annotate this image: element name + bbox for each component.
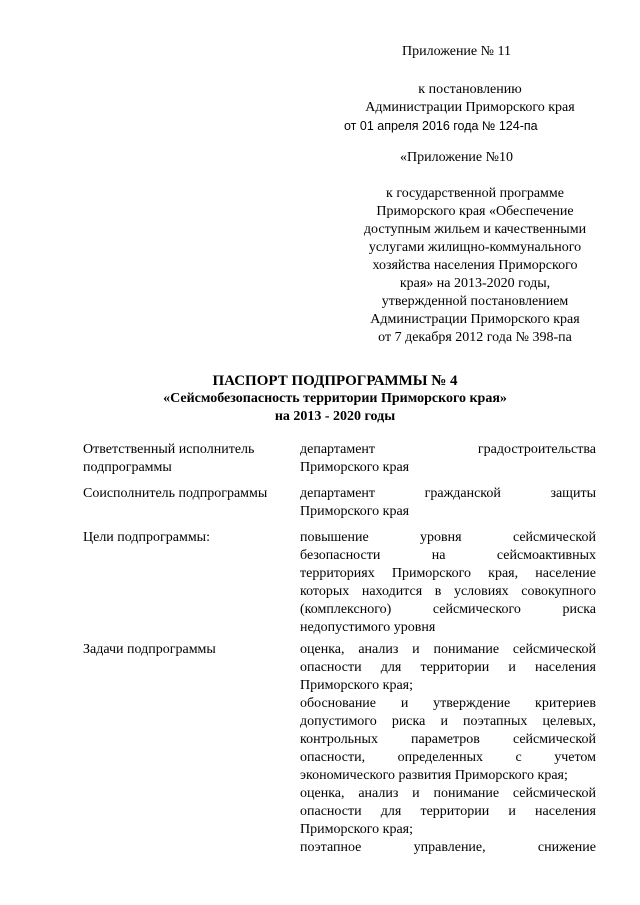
row-value-line: [300, 601, 596, 619]
row-value-line: [300, 695, 596, 713]
row-label-line: Ответственный исполнитель: [83, 442, 255, 457]
row-value-line: [300, 503, 596, 521]
row-value-line: [300, 713, 596, 731]
row-value: [300, 485, 596, 521]
row-value-word: недопустимого уровня: [300, 620, 436, 635]
row-value-word: поэтапное: [300, 840, 362, 855]
row-value-word: утверждение: [433, 696, 511, 711]
program-line: края» на 2013-2020 годы,: [399, 276, 551, 291]
row-value: [300, 441, 596, 477]
row-value: [300, 641, 596, 857]
row-value-word: и: [508, 804, 516, 819]
row-value-word: обоснование: [300, 696, 377, 711]
row-value-word: целевых,: [542, 714, 596, 729]
row-value-word: и: [440, 714, 448, 729]
row-value-line: [300, 641, 596, 659]
row-value-line: [300, 785, 596, 803]
passport-title: [60, 372, 610, 426]
row-value-word: сейсмоактивных: [496, 548, 596, 563]
row-value-word: риска: [391, 714, 426, 729]
row-value-word: защиты: [550, 486, 596, 501]
row-value-word: анализ: [358, 786, 399, 801]
row-value-word: опасности: [300, 804, 362, 819]
row-value-word: и: [412, 642, 420, 657]
row-value-word: для: [380, 660, 402, 675]
passport-table: [0, 441, 640, 905]
program-line: хозяйства населения Приморского: [372, 258, 578, 273]
row-value-word: совокупного: [521, 584, 596, 599]
row-value-word: территории: [420, 660, 490, 675]
row-value-word: поэтапных: [463, 714, 528, 729]
row-value-word: допустимого: [300, 714, 377, 729]
quote-appendix: «Приложение №10: [400, 150, 513, 165]
row-value-word: с: [515, 750, 522, 765]
row-value-line: [300, 839, 596, 857]
row-value-word: Приморского края: [300, 460, 410, 475]
row-value-word: сейсмического: [432, 602, 521, 617]
row-label-line: подпрограммы: [83, 460, 172, 475]
row-value-line: [300, 731, 596, 749]
decree-reference: [340, 81, 600, 135]
row-value-word: опасности,: [300, 750, 366, 765]
row-value-word: населения: [535, 804, 596, 819]
program-line: доступным жильем и качественными: [363, 222, 587, 237]
row-label-line: Задачи подпрограммы: [83, 642, 216, 657]
to-decree: к постановлению: [418, 82, 522, 97]
row-value-word: в: [434, 584, 442, 599]
row-value-word: понимание: [433, 642, 500, 657]
row-value-word: сейсмической: [512, 642, 596, 657]
row-value-word: снижение: [537, 840, 596, 855]
row-value-line: [300, 619, 596, 637]
row-value-line: [300, 749, 596, 767]
row-value-word: оценка,: [300, 642, 345, 657]
row-label-line: Цели подпрограммы:: [83, 530, 210, 545]
row-value-word: территориях: [300, 566, 375, 581]
row-value-word: и: [400, 696, 409, 711]
row-value-line: [300, 767, 596, 785]
row-value-word: территории: [420, 804, 490, 819]
row-value-word: сейсмической: [512, 786, 596, 801]
row-value-line: [300, 459, 596, 477]
row-value-word: Приморского края: [300, 504, 410, 519]
row-value-word: контрольных: [300, 732, 378, 747]
row-value-word: сейсмической: [512, 530, 596, 545]
row-value-word: риска: [562, 602, 596, 617]
row-value-word: (комплексного): [300, 602, 392, 617]
row-value-word: анализ: [358, 642, 399, 657]
row-value-word: для: [380, 804, 402, 819]
row-value-word: градостроительства: [477, 442, 596, 457]
row-value-word: уровня: [420, 530, 462, 545]
row-value-word: повышение: [300, 530, 369, 545]
row-value: [300, 529, 596, 637]
administration: Администрации Приморского края: [365, 100, 575, 115]
row-value-word: сейсмической: [512, 732, 596, 747]
title-line-1: ПАСПОРТ ПОДПРОГРАММЫ № 4: [212, 373, 458, 389]
row-value-word: определенных: [397, 750, 484, 765]
row-value-line: [300, 583, 596, 601]
row-value-word: понимание: [433, 786, 500, 801]
row-value-line: [300, 821, 596, 839]
row-value-word: департамент: [300, 486, 376, 501]
title-line-3: на 2013 - 2020 годы: [274, 409, 396, 424]
row-value-word: критериев: [535, 696, 596, 711]
quote-appendix-block: [400, 149, 600, 167]
row-value-word: и: [412, 786, 420, 801]
row-value-word: департамент: [300, 442, 376, 457]
row-label: [83, 529, 283, 547]
row-value-line: [300, 659, 596, 677]
row-label: [83, 485, 283, 503]
row-value-line: [300, 547, 596, 565]
program-reference: [340, 185, 610, 347]
program-line: к государственной программе: [386, 186, 564, 201]
row-value-word: оценка,: [300, 786, 345, 801]
row-value-word: экономического развития Приморского края;: [300, 768, 568, 783]
row-value-word: и: [508, 660, 516, 675]
appendix-number: Приложение № 11: [402, 44, 511, 59]
row-value-word: на: [431, 548, 446, 563]
row-label: [83, 641, 283, 659]
decree-date: от 01 апреля 2016 года № 124-па: [344, 119, 538, 133]
row-value-word: Приморского края;: [300, 822, 414, 837]
row-value-line: [300, 803, 596, 821]
row-value-word: условиях: [453, 584, 509, 599]
row-value-word: управление,: [413, 840, 486, 855]
title-line-2: «Сейсмобезопасность территории Приморского края»: [163, 391, 507, 406]
row-value-word: население: [535, 566, 596, 581]
row-value-line: [300, 677, 596, 695]
program-line: утвержденной постановлением: [381, 294, 569, 309]
row-value-word: населения: [535, 660, 596, 675]
row-value-word: безопасности: [300, 548, 381, 563]
program-line: услугами жилищно-коммунального: [368, 240, 582, 255]
row-value-word: учетом: [554, 750, 596, 765]
row-value-line: [300, 529, 596, 547]
row-value-word: параметров: [411, 732, 480, 747]
row-value-line: [300, 565, 596, 583]
row-value-line: [300, 441, 596, 459]
row-value-word: которых: [300, 584, 350, 599]
row-value-line: [300, 485, 596, 503]
row-value-word: опасности: [300, 660, 362, 675]
appendix-header: [360, 43, 580, 61]
row-value-word: находится: [361, 584, 423, 599]
row-label-line: Соисполнитель подпрограммы: [83, 486, 268, 501]
row-value-word: Приморского края;: [300, 678, 414, 693]
row-label: [83, 441, 283, 477]
row-value-word: Приморского: [391, 566, 472, 581]
row-value-word: гражданской: [424, 486, 501, 501]
program-line: Приморского края «Обеспечение: [376, 204, 574, 219]
row-value-word: края,: [488, 566, 519, 581]
program-line: Администрации Приморского края: [370, 312, 580, 327]
program-line: от 7 декабря 2012 года № 398-па: [378, 330, 572, 345]
